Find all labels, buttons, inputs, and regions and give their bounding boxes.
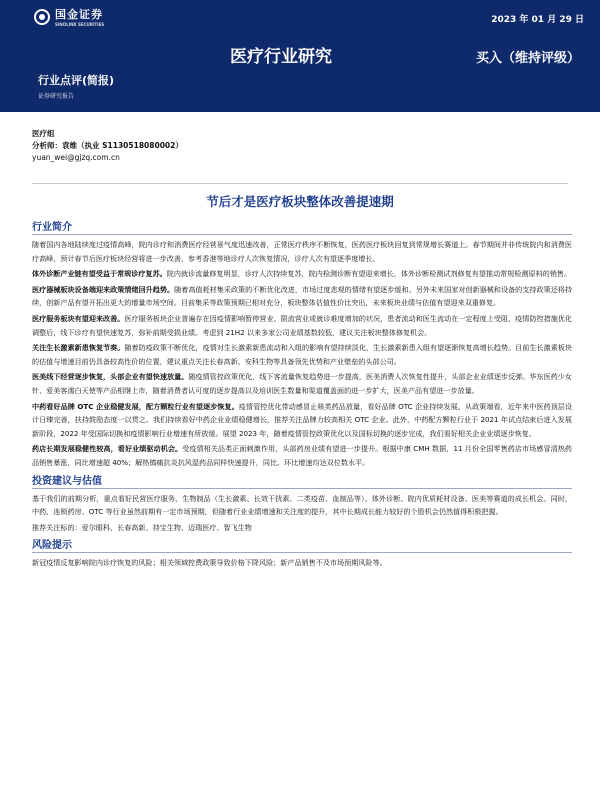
analyst-label: 分析师： xyxy=(32,141,62,150)
paragraph: 推荐关注标的：爱尔眼科、长春高新、持宝生物、迈瑞医疗、智飞生物 xyxy=(32,522,252,532)
report-title: 医疗行业研究 xyxy=(230,47,332,67)
analyst-line xyxy=(32,140,183,152)
paragraph-text: 受疫情相关品类正面刺激作用，头部药房业绩有望进一步提升。根据中康 CMH 数据，11 月份全国零售药店市场感冒清热药品销售暴涨，同比增速超 40%；解热镇痛抗炎抗风湿药品同样快速提升，同比、环比增速均达双位数水平。 xyxy=(32,444,573,467)
section-heading-intro: 行业简介 xyxy=(32,218,572,235)
paragraph-text: 院内就诊流量修复明显，诊疗人次持续复苏，院内检测诊断有望迎来增长，体外诊断检测试剂修复有望推动常规检测原料的销售。 xyxy=(166,269,572,279)
paragraph xyxy=(32,267,572,281)
paragraph xyxy=(32,341,572,368)
paragraph-lead: 中药看好品牌 OTC 企业稳健发展，配方颗粒行业有望逐步恢复。 xyxy=(32,401,239,411)
paragraph-text: 医疗服务板块企业普遍存在因疫情影响暂停营业、限流营业或就诊难度增加的状况，患者流动和医生流动在一定程度上受阻，疫情防控措施优化调整后，线下诊疗有望快速复苏，弥补前期受损业绩。考虑到 21H2 以来多家公司业绩基数较低，建议关注板块整体修复机会。 xyxy=(32,313,572,337)
divider xyxy=(32,183,568,184)
paragraph-text: 随疫情管控政策优化，线下客流量恢复趋势进一步提高，医美消费人次恢复性提升，头部企业业绩逐步反弹。华东医药少女针、爱美客濡白天使等产品相继上市，随着消费者认可度的逐步提高以及培训医生数量和渠道覆盖面的进一步扩大，医美产品有望进一步放量。 xyxy=(32,372,573,395)
analyst-email: yuan_wei@gjzq.com.cn xyxy=(32,153,120,162)
report-body xyxy=(32,216,572,572)
team-name: 医疗组 xyxy=(32,129,55,138)
rating-badge: 买入（维持评级） xyxy=(475,51,580,66)
brand-logo-icon xyxy=(34,9,50,25)
paragraph xyxy=(32,312,572,339)
report-banner xyxy=(0,0,600,112)
brand-logo xyxy=(34,6,104,27)
paragraph: 随着国内各地陆续度过疫情高峰，院内诊疗和消费医疗经营景气度迅速改善，正常医疗秩序不断恢复，医药医疗板块回复到常规增长赛道上。春节期间并非传统院内和消费医疗高峰，预计春节后医疗板块经营将进一步改善，参考香港等地诊疗人次恢复情况，诊疗人次有望逐季度增长。 xyxy=(32,240,572,263)
paragraph-lead: 药店长期发展稳健性较高，看好业绩驱动机会。 xyxy=(32,444,183,454)
paragraph-text: 随着防疫政策不断优化，疫情对生长激素新患流动和入组的影响有望持续淡化，生长激素新患入组有望逐渐恢复高增长趋势。目前生长激素板块的估值与增速目前仍具备较高性价的位置，建议重点关注长春高新、安科生物等具备领先优势和产业壁垒的头部公司。 xyxy=(32,343,572,366)
paragraph-text: 疫情管控优化带动感冒止咳类药品放量，看好品牌 OTC 企业持续发展。从政策端看，近年来中医药顶层设计日臻完善，扶持鼓励态度一以贯之。我们持续看好中药企业业绩稳健增长，推荐关注品牌力较高相关 OTC 企业。此外，中药配方颗粒行业于 2021 年试点结束后进入发展新阶段，2022 年受国际切换和疫情影响行业增速有所放缓。展望 2023 年，随着疫情管控政策优化以及国标切换的逐步完成，我们看好相关企业业绩逐步恢复。 xyxy=(32,401,572,438)
analyst-info xyxy=(32,128,183,164)
paragraph xyxy=(32,442,572,469)
brand-subname: SINOLINK SECURITIES xyxy=(55,22,105,27)
report-type: 行业点评(简报) xyxy=(38,74,115,87)
section-heading-advice: 投资建议与估值 xyxy=(32,472,572,489)
paragraph xyxy=(32,283,572,310)
paragraph-lead: 医疗器械板块设备端迎来政策情绪回升趋势。 xyxy=(32,284,175,294)
paragraph-lead: 关注生长激素新患恢复节奏。 xyxy=(32,343,125,353)
paragraph xyxy=(32,400,572,441)
paragraph: 基于我们的前期分析，重点看好民营医疗服务、生物制品（生长激素、长效干扰素、二类疫苗、血制品等）、体外诊断、院内优质耗材设备、医美等赛道的成长机会。同时，中药、连锁药房、OTC 等行业虽然前期有一定市场预期，但随着行业业绩增速和关注度的提升，其中长期成长能力较好的个股机会仍然值得积极把握。 xyxy=(32,493,572,517)
paragraph xyxy=(32,370,572,397)
paragraph: 新冠疫情反复影响院内诊疗恢复的风险；相关领域控费政策导致价格下降风险；新产品销售不及市场预期风险等。 xyxy=(32,558,387,568)
paragraph-text: 随着高值耗材集采政策的不断优化改进，市场过度悲观的情绪有望逐步缓和。另外未来国家对创新器械和设备的支持政策还将持续，创新产品有望开拓出更大的增量市场空间。目前集采等政策预期已相对充分，板块整体估值性价比突出，未来板块业绩与估值有望迎来双重修复。 xyxy=(32,284,572,308)
report-subtitle: 证券研究报告 xyxy=(38,93,75,100)
paragraph-lead: 体外诊断产业链有望受益于常规诊疗复苏。 xyxy=(32,269,167,279)
analyst-name: 袁维（执业 S1130518080002） xyxy=(62,141,183,150)
section-heading-risk: 风险提示 xyxy=(32,536,572,553)
paragraph-lead: 医美线下经营逐步恢复，头部企业有望快速放量。 xyxy=(32,372,189,382)
headline: 节后才是医疗板块整体改善提速期 xyxy=(206,194,394,209)
brand-name: 国金证券 xyxy=(55,8,103,21)
report-date: 2023 年 01 月 29 日 xyxy=(491,15,584,25)
paragraph-lead: 医疗服务板块有望迎来改善。 xyxy=(32,313,125,323)
